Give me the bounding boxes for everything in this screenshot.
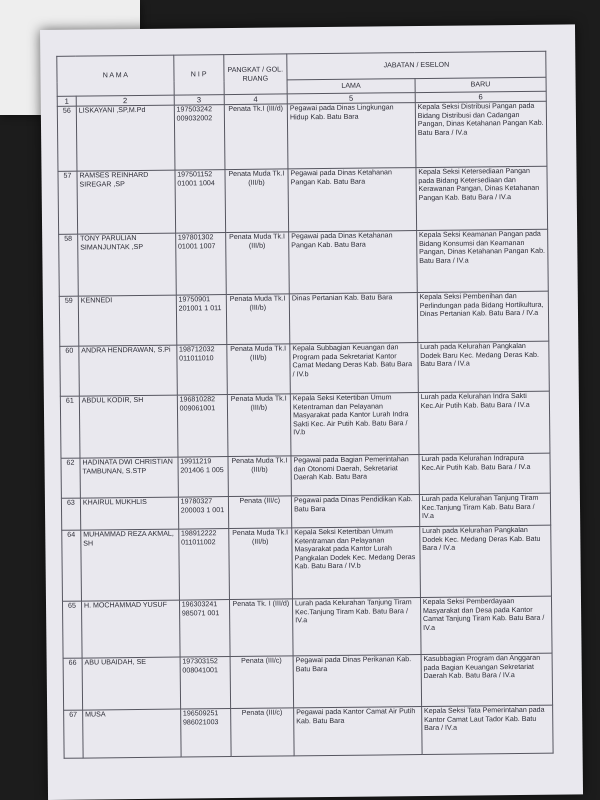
- previous-position: Pegawai pada Bagian Pemerintahan dan Otonomi Daerah, Sekretariat Daerah Kab. Batu Bara: [291, 455, 419, 496]
- employee-nip: 19780327 200003 1 001: [178, 497, 228, 530]
- table-row: [57, 101, 547, 171]
- row-number: 65: [62, 601, 81, 658]
- previous-position: Pegawai pada Kantor Camat Air Putih Kab. Batu Bara: [294, 707, 422, 756]
- new-position: Kepala Seksi Pembenihan dan Perlindungan pada Bidang Hortikultura, Dinas Pertanian Kab. Batu Bara / IV.a: [417, 291, 549, 342]
- table-row: [64, 705, 553, 758]
- table-header: [57, 51, 546, 106]
- new-position: Kasubbagian Program dan Anggaran pada Bagian Keuangan Sekretariat Daerah Kab. Batu Bara / IV.a: [421, 653, 553, 706]
- row-number: 59: [59, 296, 78, 346]
- table-row: [59, 291, 548, 346]
- employee-rank: Penata Tk.I (III/d): [224, 104, 288, 170]
- employee-nip: 19911219 201406 1 005: [178, 457, 228, 498]
- employee-name: H. MOCHAMMAD YUSUF: [81, 600, 179, 658]
- employee-name: KENNEDI: [78, 295, 176, 346]
- employee-name: LISKAYANI ,SP,M.Pd: [76, 105, 174, 171]
- previous-position: Pegawai pada Dinas Pendidikan Kab. Batu Bara: [291, 495, 419, 528]
- row-number: 56: [57, 106, 77, 171]
- column-number: 4: [224, 94, 287, 105]
- previous-position: Kepala Seksi Ketertiban Umum Ketentraman dan Pelayanan Masyarakat pada Kantor Lurah Indra Sakti Kec. Air Putih Kab. Batu Bara / IV.b: [290, 393, 418, 456]
- previous-position: Pegawai pada Dinas Ketahanan Pangan Kab. Batu Bara: [289, 231, 417, 294]
- employee-name: MUSA: [83, 709, 181, 758]
- column-number: 1: [57, 96, 76, 106]
- employee-nip: 197303152 008041001: [180, 657, 231, 710]
- column-number: 6: [415, 91, 546, 102]
- new-position: Lurah pada Kelurahan Indrapura Kec.Air Putih Kab. Batu Bara / IV.a: [419, 453, 551, 494]
- row-number: 66: [63, 658, 82, 710]
- employee-nip: 197801302 01001 1007: [175, 233, 226, 296]
- column-number: 3: [174, 95, 224, 106]
- new-position: Lurah pada Kelurahan Pangkalan Dodek Baru Kec. Medang Deras Kab. Batu Bara / IV.a: [418, 341, 550, 392]
- table-row: [58, 166, 548, 234]
- employee-nip: 197501152 01001 1004: [175, 170, 226, 234]
- new-position: Lurah pada Kelurahan Pangkalan Dodek Kec. Medang Deras Kab. Batu Bara / IV.a: [420, 525, 552, 597]
- row-number: 67: [64, 710, 83, 758]
- employee-name: ABU UBAIDAH, SE: [82, 657, 180, 710]
- employee-rank: Penata Muda Tk.I (III/b): [225, 169, 289, 233]
- employee-nip: 197503242 009032002: [174, 105, 225, 171]
- row-number: 57: [58, 171, 78, 234]
- employee-nip: 196810282 009061001: [177, 395, 228, 458]
- header-pangkat: PANGKAT / GOL. RUANG: [223, 54, 287, 95]
- employee-nip: 198712032 011011010: [176, 345, 227, 396]
- previous-position: Kepala Seksi Ketertiban Umum Ketentraman dan Pelayanan Masyarakat pada Kantor Lurah Pangkalan Dodek Kec. Medang Deras Kab. Batu Bara / IV.b: [292, 527, 421, 599]
- employee-rank: Penata Muda Tk.I (III/b): [225, 232, 289, 295]
- document-page: [40, 24, 583, 800]
- employee-rank: Penata Tk. I (III/d): [229, 599, 293, 657]
- new-position: Kepala Seksi Distribusi Pangan pada Bidang Distribusi dan Cadangan Pangan, Dinas Ketahanan Pangan Kab. Batu Bara / IV.a: [415, 101, 547, 167]
- header-jabatan: JABATAN / ESELON: [287, 51, 546, 80]
- header-nip: N I P: [173, 55, 223, 96]
- employee-name: HADINATA DWI CHRISTIAN TAMBUNAN, S.STP: [80, 457, 178, 498]
- previous-position: Pegawai pada Dinas Perikanan Kab. Batu Bara: [293, 655, 421, 708]
- table-row: [60, 391, 550, 458]
- employee-name: ANDRA HENDRAWAN, S.Pi: [79, 345, 177, 396]
- employee-nip: 196509251 986021003: [180, 709, 230, 758]
- row-number: 58: [59, 234, 79, 296]
- table-row: [59, 229, 549, 296]
- header-nama: N A M A: [57, 55, 174, 96]
- table-row: [62, 596, 552, 658]
- employee-rank: Penata (III/c): [230, 656, 294, 709]
- employee-nip: 19750901 201001 1 011: [176, 295, 227, 346]
- row-number: 60: [60, 346, 79, 396]
- new-position: Kepala Seksi Pemberdayaan Masyarakat dan Desa pada Kantor Camat Tanjung Tiram Kab. Batu Bara / IV.a: [420, 596, 552, 654]
- employee-rank: Penata (III/c): [228, 496, 292, 529]
- new-position: Kepala Seksi Keamanan Pangan pada Bidang Konsumsi dan Keamanan Pangan, Dinas Ketahanan Pangan Kab. Batu Bara / IV.a: [416, 229, 548, 292]
- new-position: Kepala Seksi Ketersediaan Pangan pada Bidang Ketersediaan dan Kerawanan Pangan, Dinas Ketahanan Pangan Kab. Batu Bara / IV.a: [416, 166, 548, 230]
- employee-name: TONY PARULIAN SIMANJUNTAK ,SP: [78, 233, 176, 296]
- previous-position: Pegawai pada Dinas Ketahanan Pangan Kab. Batu Bara: [288, 168, 416, 232]
- previous-position: Pegawai pada Dinas Lingkungan Hidup Kab. Batu Bara: [287, 103, 415, 169]
- employee-rank: Penata Muda Tk.I (III/b): [227, 394, 291, 457]
- column-number: 5: [287, 93, 415, 104]
- employee-rank: Penata Muda Tk.I (III/b): [226, 344, 290, 395]
- table-row: [61, 493, 550, 530]
- table-row: [60, 341, 549, 396]
- previous-position: Kepala Subbagian Keuangan dan Program pada Sekretariat Kantor Camat Medang Deras Kab. Batu Bara / IV.b: [290, 343, 418, 394]
- header-baru: BARU: [415, 77, 546, 92]
- row-number: 64: [62, 530, 82, 601]
- employee-name: ABDUL KODIR, SH: [79, 395, 177, 458]
- employee-rank: Penata Muda Tk.I (III/b): [228, 528, 292, 600]
- previous-position: Dinas Pertanian Kab. Batu Bara: [289, 293, 417, 344]
- table-row: [61, 453, 550, 498]
- employee-rank: Penata Muda Tk.I (III/b): [226, 294, 290, 345]
- header-lama: LAMA: [287, 79, 415, 94]
- employee-name: RAMSES REINHARD SIREGAR ,SP: [77, 170, 175, 234]
- personnel-table: [56, 51, 553, 759]
- new-position: Kepala Seksi Tata Pemerintahan pada Kantor Camat Laut Tador Kab. Batu Bara / IV.a: [421, 705, 553, 754]
- row-number: 62: [61, 458, 80, 498]
- employee-rank: Penata Muda Tk.I (III/b): [228, 456, 292, 497]
- row-number: 63: [61, 498, 80, 530]
- table-body: [57, 101, 553, 758]
- new-position: Lurah pada Kelurahan Indra Sakti Kec.Air Putih Kab. Batu Bara / IV.a: [418, 391, 550, 454]
- row-number: 61: [60, 396, 80, 458]
- previous-position: Lurah pada Kelurahan Tanjung Tiram Kec.Tanjung Tiram Kab. Batu Bara / IV.a: [292, 598, 420, 656]
- employee-nip: 198912222 011011002: [178, 529, 229, 601]
- employee-rank: Penata (III/c): [230, 708, 294, 757]
- employee-nip: 196303241 985071 001: [179, 600, 230, 658]
- table-row: [63, 653, 553, 710]
- employee-name: MUHAMMAD REZA AKMAL, SH: [81, 529, 180, 601]
- table-row: [62, 525, 552, 601]
- employee-name: KHAIRUL MUKHLIS: [80, 497, 178, 530]
- column-number: 2: [76, 95, 174, 106]
- new-position: Lurah pada Kelurahan Tanjung Tiram Kec.Tanjung Tiram Kab. Batu Bara / IV.a: [419, 493, 551, 526]
